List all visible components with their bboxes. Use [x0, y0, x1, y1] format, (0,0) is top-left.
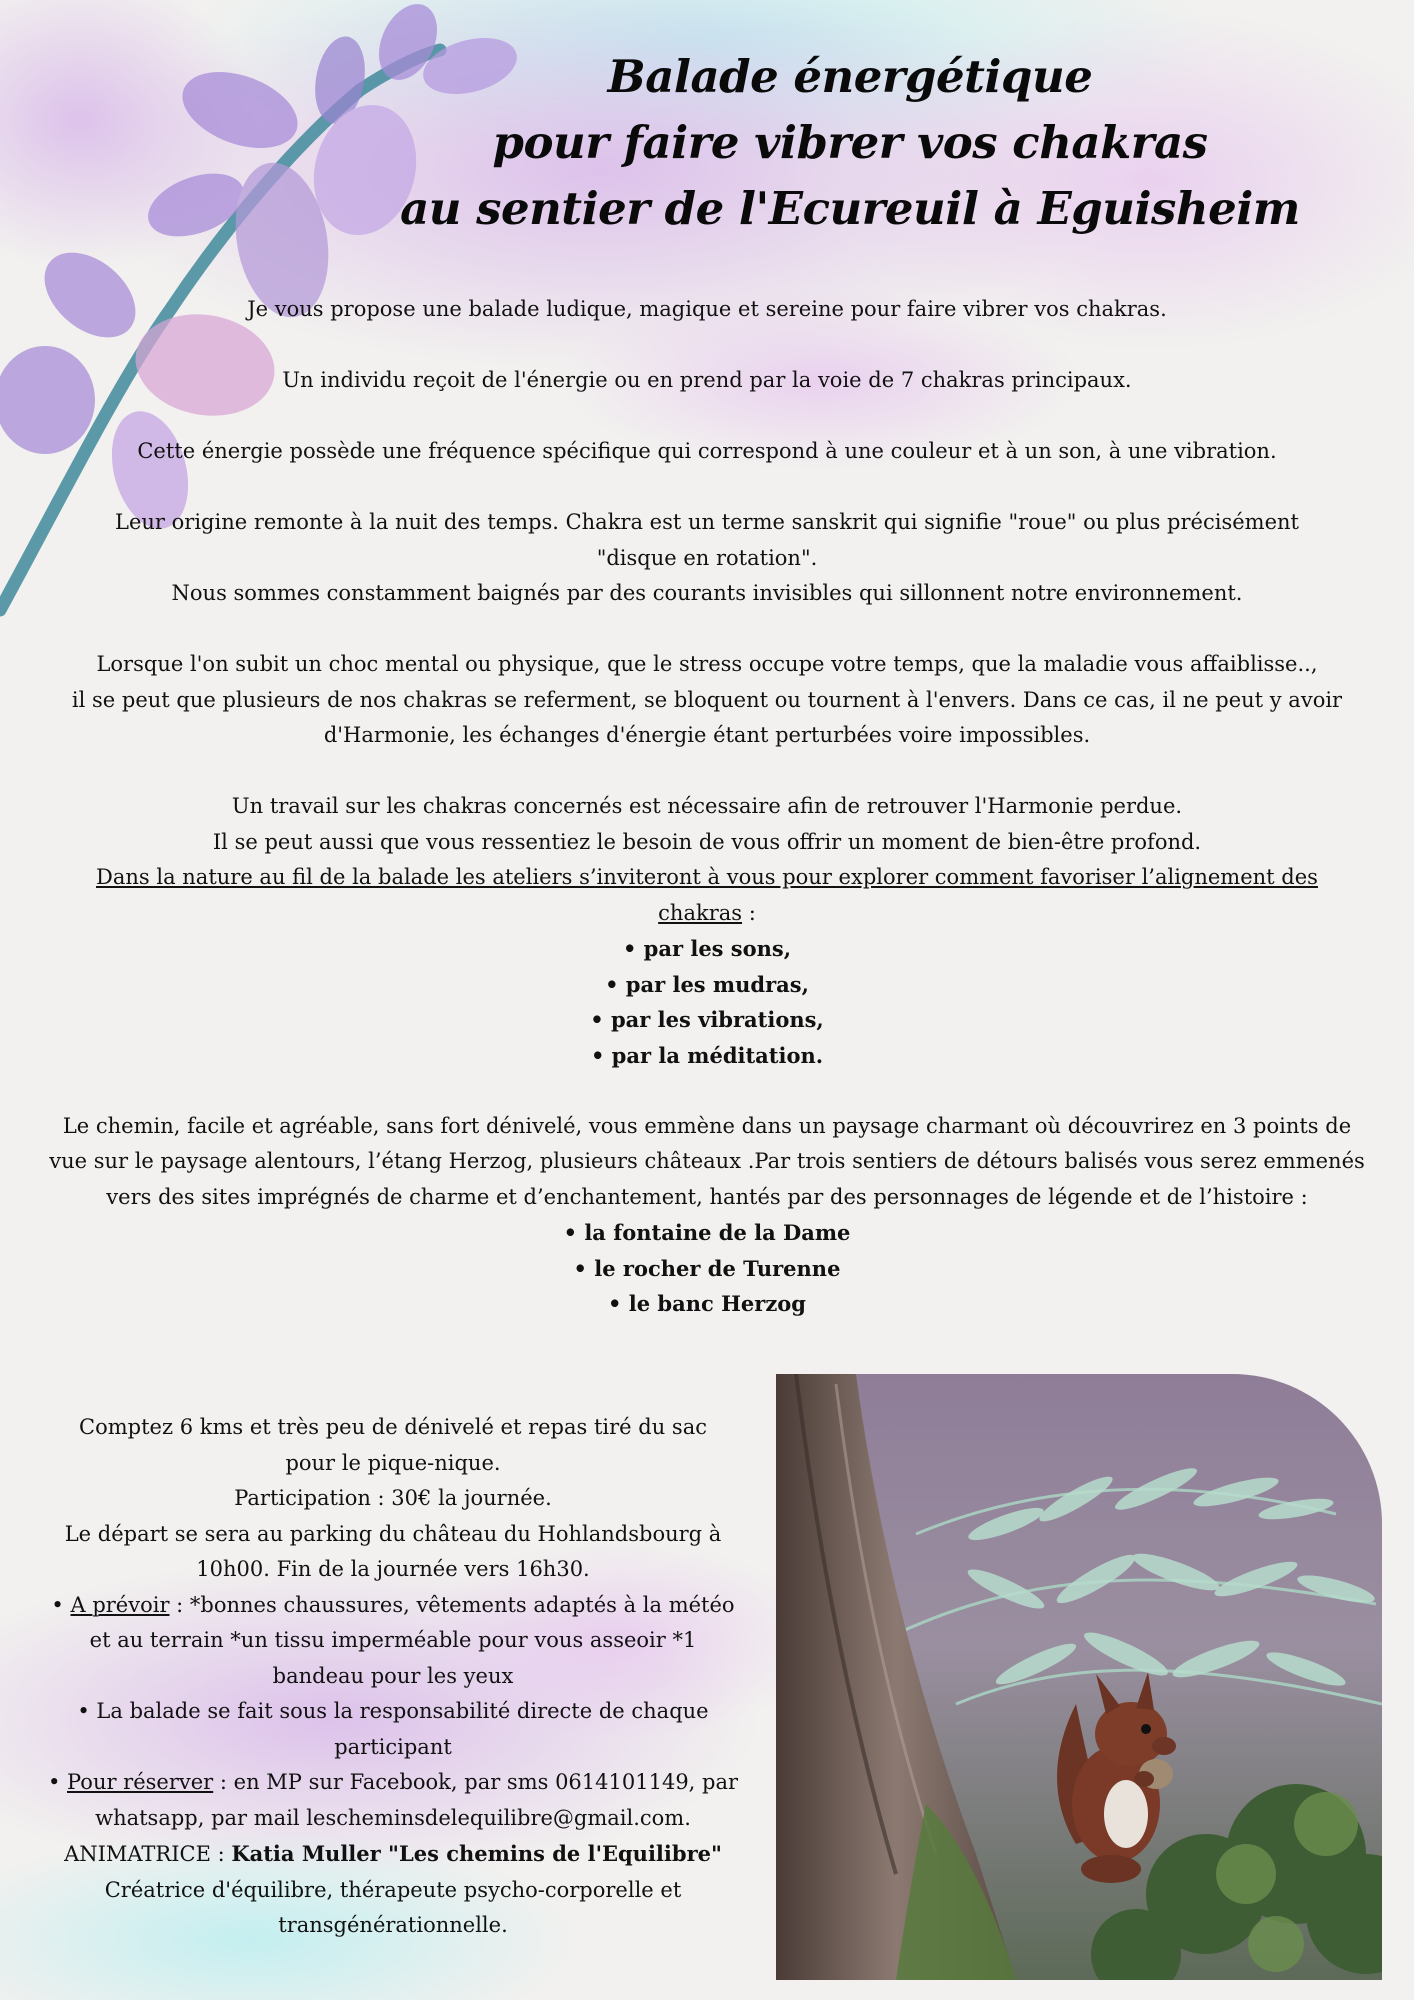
atelier-item: • par les sons,	[622, 936, 792, 961]
site-item: • la fontaine de la Dame	[563, 1220, 851, 1245]
bullet: •	[51, 1592, 71, 1617]
info-line: transgénérationnelle.	[278, 1913, 508, 1937]
paragraph-energie: Cette énergie possède une fréquence spécifique qui correspond à une couleur et à un son, à une vibration.	[137, 439, 1277, 463]
squirrel-photo	[776, 1374, 1382, 1980]
paragraph-chemin-1: Le chemin, facile et agréable, sans fort dénivelé, vous emmène dans un paysage charmant où découvrirez en 3 points de	[62, 1113, 1352, 1138]
paragraph-travail-3: Dans la nature au fil de la balade les ateliers s’inviteront à vous pour explorer comment favoriser l’alignement des	[96, 865, 1318, 889]
a-prevoir-text: : *bonnes chaussures, vêtements adaptés à la météo	[169, 1592, 735, 1617]
paragraph-origine-3: Nous sommes constamment baignés par des courants invisibles qui sillonnent notre environnement.	[171, 581, 1243, 605]
paragraph-origine-2: "disque en rotation".	[596, 545, 818, 570]
info-line: Participation : 30€ la journée.	[234, 1486, 552, 1510]
title-line-1: Balade énergétique	[607, 50, 1093, 103]
chakras-underlined: chakras	[658, 900, 743, 925]
info-line	[18, 1588, 768, 1624]
title-line-3: au sentier de l'Ecureuil à Eguisheim	[400, 182, 1300, 235]
paragraph-origine-1: Leur origine remonte à la nuit des temps. Chakra est un terme sanskrit qui signifie "roue" ou plus précisément	[115, 510, 1299, 534]
practical-info	[18, 1410, 768, 1944]
chakras-colon: :	[742, 900, 756, 925]
paragraph-choc-1: Lorsque l'on subit un choc mental ou physique, que le stress occupe votre temps, que la maladie vous affaiblisse..,	[96, 652, 1318, 676]
paragraph-travail-4	[0, 896, 1414, 932]
info-line: participant	[334, 1734, 452, 1759]
info-line: bandeau pour les yeux	[272, 1663, 514, 1688]
paragraph-choc-3: d'Harmonie, les échanges d'énergie étant perturbées voire impossibles.	[323, 723, 1091, 747]
info-line: • La balade se fait sous la responsabilité directe de chaque	[77, 1699, 709, 1723]
animatrice-name: Katia Muller "Les chemins de l'Equilibre"	[231, 1841, 722, 1866]
paragraph-individu: Un individu reçoit de l'énergie ou en prend par la voie de 7 chakras principaux.	[282, 368, 1132, 392]
atelier-item: • par les vibrations,	[590, 1007, 824, 1032]
paragraph-intro: Je vous propose une balade ludique, magique et sereine pour faire vibrer vos chakras.	[247, 297, 1167, 321]
page-title	[370, 44, 1330, 242]
paragraph-chemin-2: vue sur le paysage alentours, l’étang Herzog, plusieurs châteaux .Par trois sentiers de détours balisés vous serez emmenés	[49, 1149, 1365, 1173]
atelier-item: • par les mudras,	[605, 971, 809, 997]
squirrel-forest-illustration	[776, 1374, 1382, 1980]
site-item: • le rocher de Turenne	[573, 1255, 841, 1281]
paragraph-travail-1: Un travail sur les chakras concernés est nécessaire afin de retrouver l'Harmonie perdue.	[231, 794, 1183, 818]
info-line: et au terrain *un tissu imperméable pour vous asseoir *1	[89, 1628, 697, 1652]
paragraph-chemin-3: vers des sites imprégnés de charme et d’enchantement, hantés par des personnages de légende et de l’histoire :	[106, 1184, 1308, 1209]
a-prevoir-label: A prévoir	[70, 1592, 170, 1617]
animatrice-line	[18, 1836, 768, 1873]
info-line: pour le pique-nique.	[285, 1450, 501, 1475]
paragraph-travail-2: Il se peut aussi que vous ressentiez le besoin de vous offrir un moment de bien-être profond.	[212, 829, 1202, 854]
info-line	[18, 1765, 768, 1801]
pour-reserver-label: Pour réserver	[67, 1770, 214, 1794]
site-item: • le banc Herzog	[608, 1291, 806, 1316]
animatrice-label: ANIMATRICE :	[64, 1842, 232, 1866]
info-line: Créatrice d'équilibre, thérapeute psycho-corporelle et	[104, 1877, 682, 1902]
title-line-2: pour faire vibrer vos chakras	[492, 116, 1208, 169]
paragraph-choc-2: il se peut que plusieurs de nos chakras se referment, se bloquent ou tournent à l'envers. Dans ce cas, il ne peut y avoir	[71, 687, 1343, 712]
info-line: whatsapp, par mail lescheminsdelequilibre@gmail.com.	[95, 1805, 691, 1830]
info-line: Le départ se sera au parking du château du Hohlandsbourg à	[64, 1521, 722, 1546]
main-text	[0, 292, 1414, 1322]
bullet: •	[47, 1770, 68, 1794]
atelier-item: • par la méditation.	[590, 1042, 824, 1068]
pour-reserver-text: : en MP sur Facebook, par sms 0614101149, par	[213, 1770, 739, 1794]
info-line: Comptez 6 kms et très peu de dénivelé et repas tiré du sac	[79, 1415, 707, 1439]
info-line: 10h00. Fin de la journée vers 16h30.	[196, 1557, 590, 1581]
